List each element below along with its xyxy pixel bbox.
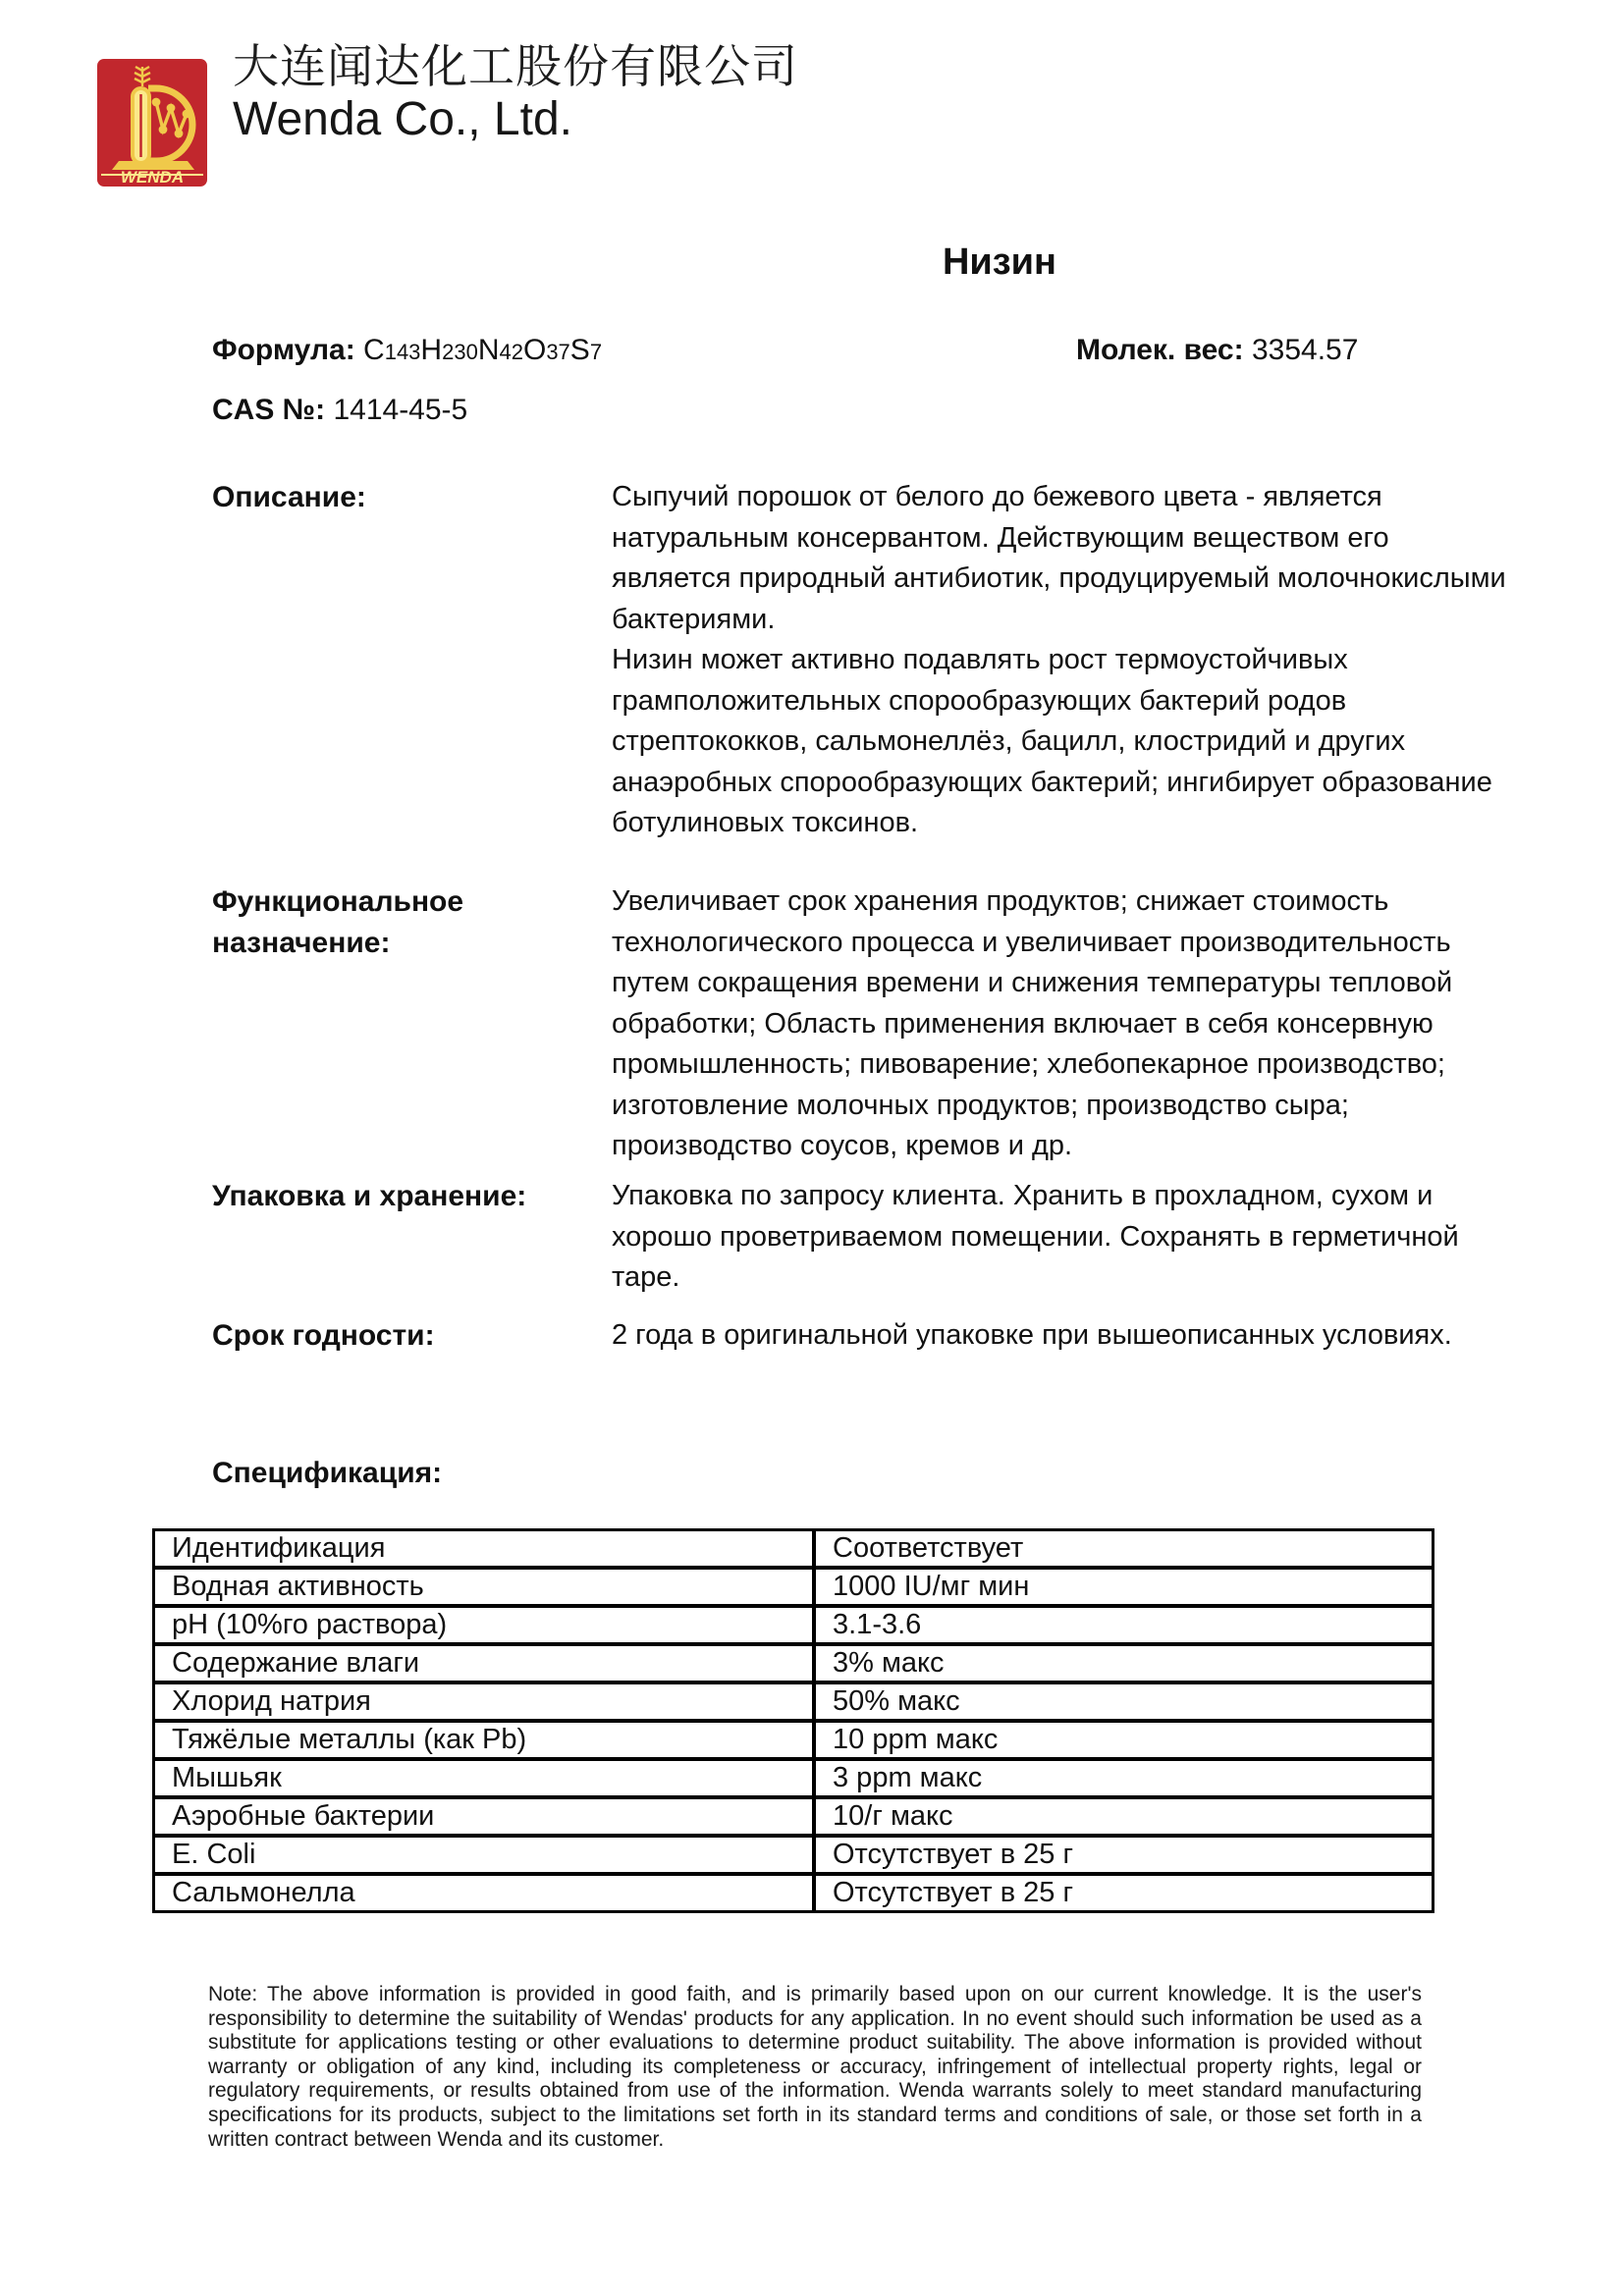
spec-parameter-cell: Водная активность — [153, 1568, 814, 1606]
cas-row — [212, 394, 467, 427]
spec-row — [153, 1568, 1434, 1606]
spec-parameter-cell: Мышьяк — [153, 1759, 814, 1797]
spec-row — [153, 1836, 1434, 1874]
formula-subscript: 143 — [384, 340, 421, 364]
svg-text:WENDA: WENDA — [120, 168, 185, 187]
cas-value: 1414-45-5 — [333, 394, 468, 426]
section-body — [612, 1176, 1511, 1299]
specification-table — [152, 1528, 1434, 1913]
cas-label: CAS №: — [212, 394, 326, 426]
section-label: Функциональное назначение: — [212, 885, 464, 959]
product-title: Низин — [942, 241, 1057, 283]
spec-row — [153, 1874, 1434, 1912]
spec-parameter-cell: Хлорид натрия — [153, 1682, 814, 1721]
footer-note: Note: The above information is provided in good faith, and is primarily based upon on our current knowledge. It is the user's responsibility to determine the suitability of Wendas' products for any application. In no event should such information be used as a substitute for applications testing or other evaluations to determine product suitability. The above information is provided without warranty or obligation of any kind, including its completeness or accuracy, infringement of intellectual property rights, legal or regulatory requirements, or results obtained from use of the information. Wenda warrants solely to meet standard manufacturing specifications for its products, subject to the limitations set forth in its standard terms and conditions of sale, or those set forth in a written contract between Wenda and its customer. — [208, 1983, 1422, 2151]
formula-subscript: 42 — [499, 340, 523, 364]
mol-weight-row — [1076, 334, 1358, 367]
spec-parameter-cell: Идентификация — [153, 1529, 814, 1568]
spec-row — [153, 1759, 1434, 1797]
section-body — [612, 881, 1511, 1167]
company-name-cn: 大连闻达化工股份有限公司 — [233, 40, 798, 92]
wenda-logo — [97, 59, 207, 187]
spec-value-cell: Отсутствует в 25 г — [814, 1836, 1434, 1874]
spec-parameter-cell: Аэробные бактерии — [153, 1797, 814, 1836]
section-paragraph: Низин может активно подавлять рост термоустойчивых грамположительных спорообразующих бактерий родов стрептококков, сальмонеллёз, бацилл, клостридий и других анаэробных спорообразующих бактерий; ингибирует образование ботулиновых токсинов. — [612, 644, 1492, 838]
spec-row — [153, 1529, 1434, 1568]
spec-parameter-cell: E. Coli — [153, 1836, 814, 1874]
formula-row — [212, 334, 602, 367]
spec-parameter-cell: Сальмонелла — [153, 1874, 814, 1912]
section-label: Упаковка и хранение: — [212, 1180, 527, 1212]
section-paragraph: Упаковка по запросу клиента. Хранить в прохладном, сухом и хорошо проветриваемом помещении. Сохранять в герметичной таре. — [612, 1180, 1459, 1293]
company-header — [233, 39, 798, 145]
spec-row — [153, 1606, 1434, 1644]
mol-weight-value: 3354.57 — [1251, 334, 1359, 366]
spec-value-cell: 3 ppm макс — [814, 1759, 1434, 1797]
formula-subscript: 7 — [589, 340, 603, 364]
company-name-en: Wenda Co., Ltd. — [233, 93, 572, 145]
section-body — [612, 1315, 1511, 1357]
spec-row — [153, 1682, 1434, 1721]
spec-value-cell: 10/г макс — [814, 1797, 1434, 1836]
spec-value-cell: Соответствует — [814, 1529, 1434, 1568]
section-label: Срок годности: — [212, 1319, 435, 1352]
formula-subscript: 230 — [442, 340, 478, 364]
spec-row — [153, 1721, 1434, 1759]
spec-parameter-cell: Тяжёлые металлы (как Pb) — [153, 1721, 814, 1759]
spec-value-cell: 3% макс — [814, 1644, 1434, 1682]
spec-parameter-cell: pH (10%го раствора) — [153, 1606, 814, 1644]
section-body — [612, 477, 1511, 844]
section-paragraph: Сыпучий порошок от белого до бежевого цвета - является натуральным консервантом. Действующим веществом его является природный антибиотик, продуцируемый молочнокислыми бактериями. — [612, 481, 1506, 635]
spec-row — [153, 1797, 1434, 1836]
spec-value-cell: Отсутствует в 25 г — [814, 1874, 1434, 1912]
spec-value-cell: 1000 IU/мг мин — [814, 1568, 1434, 1606]
section-label: Описание: — [212, 481, 366, 513]
spec-parameter-cell: Содержание влаги — [153, 1644, 814, 1682]
spec-value-cell: 3.1-3.6 — [814, 1606, 1434, 1644]
spec-value-cell: 10 ppm макс — [814, 1721, 1434, 1759]
section-paragraph: 2 года в оригинальной упаковке при вышеописанных условиях. — [612, 1319, 1452, 1351]
formula-subscript: 37 — [546, 340, 570, 364]
specification-heading: Спецификация: — [212, 1457, 443, 1489]
spec-row — [153, 1644, 1434, 1682]
spec-value-cell: 50% макс — [814, 1682, 1434, 1721]
section-paragraph: Увеличивает срок хранения продуктов; снижает стоимость технологического процесса и увеличивает производительность путем сокращения времени и снижения температуры тепловой обработки; Область применения включает в себя консервную промышленность; пивоварение; хлебопекарное производство; изготовление молочных продуктов; производство сыра; производство соусов, кремов и др. — [612, 885, 1453, 1161]
mol-weight-label: Молек. вес: — [1076, 334, 1244, 366]
formula-label: Формула: — [212, 334, 355, 366]
formula-value: C143H230N42O37S7 — [363, 334, 603, 366]
